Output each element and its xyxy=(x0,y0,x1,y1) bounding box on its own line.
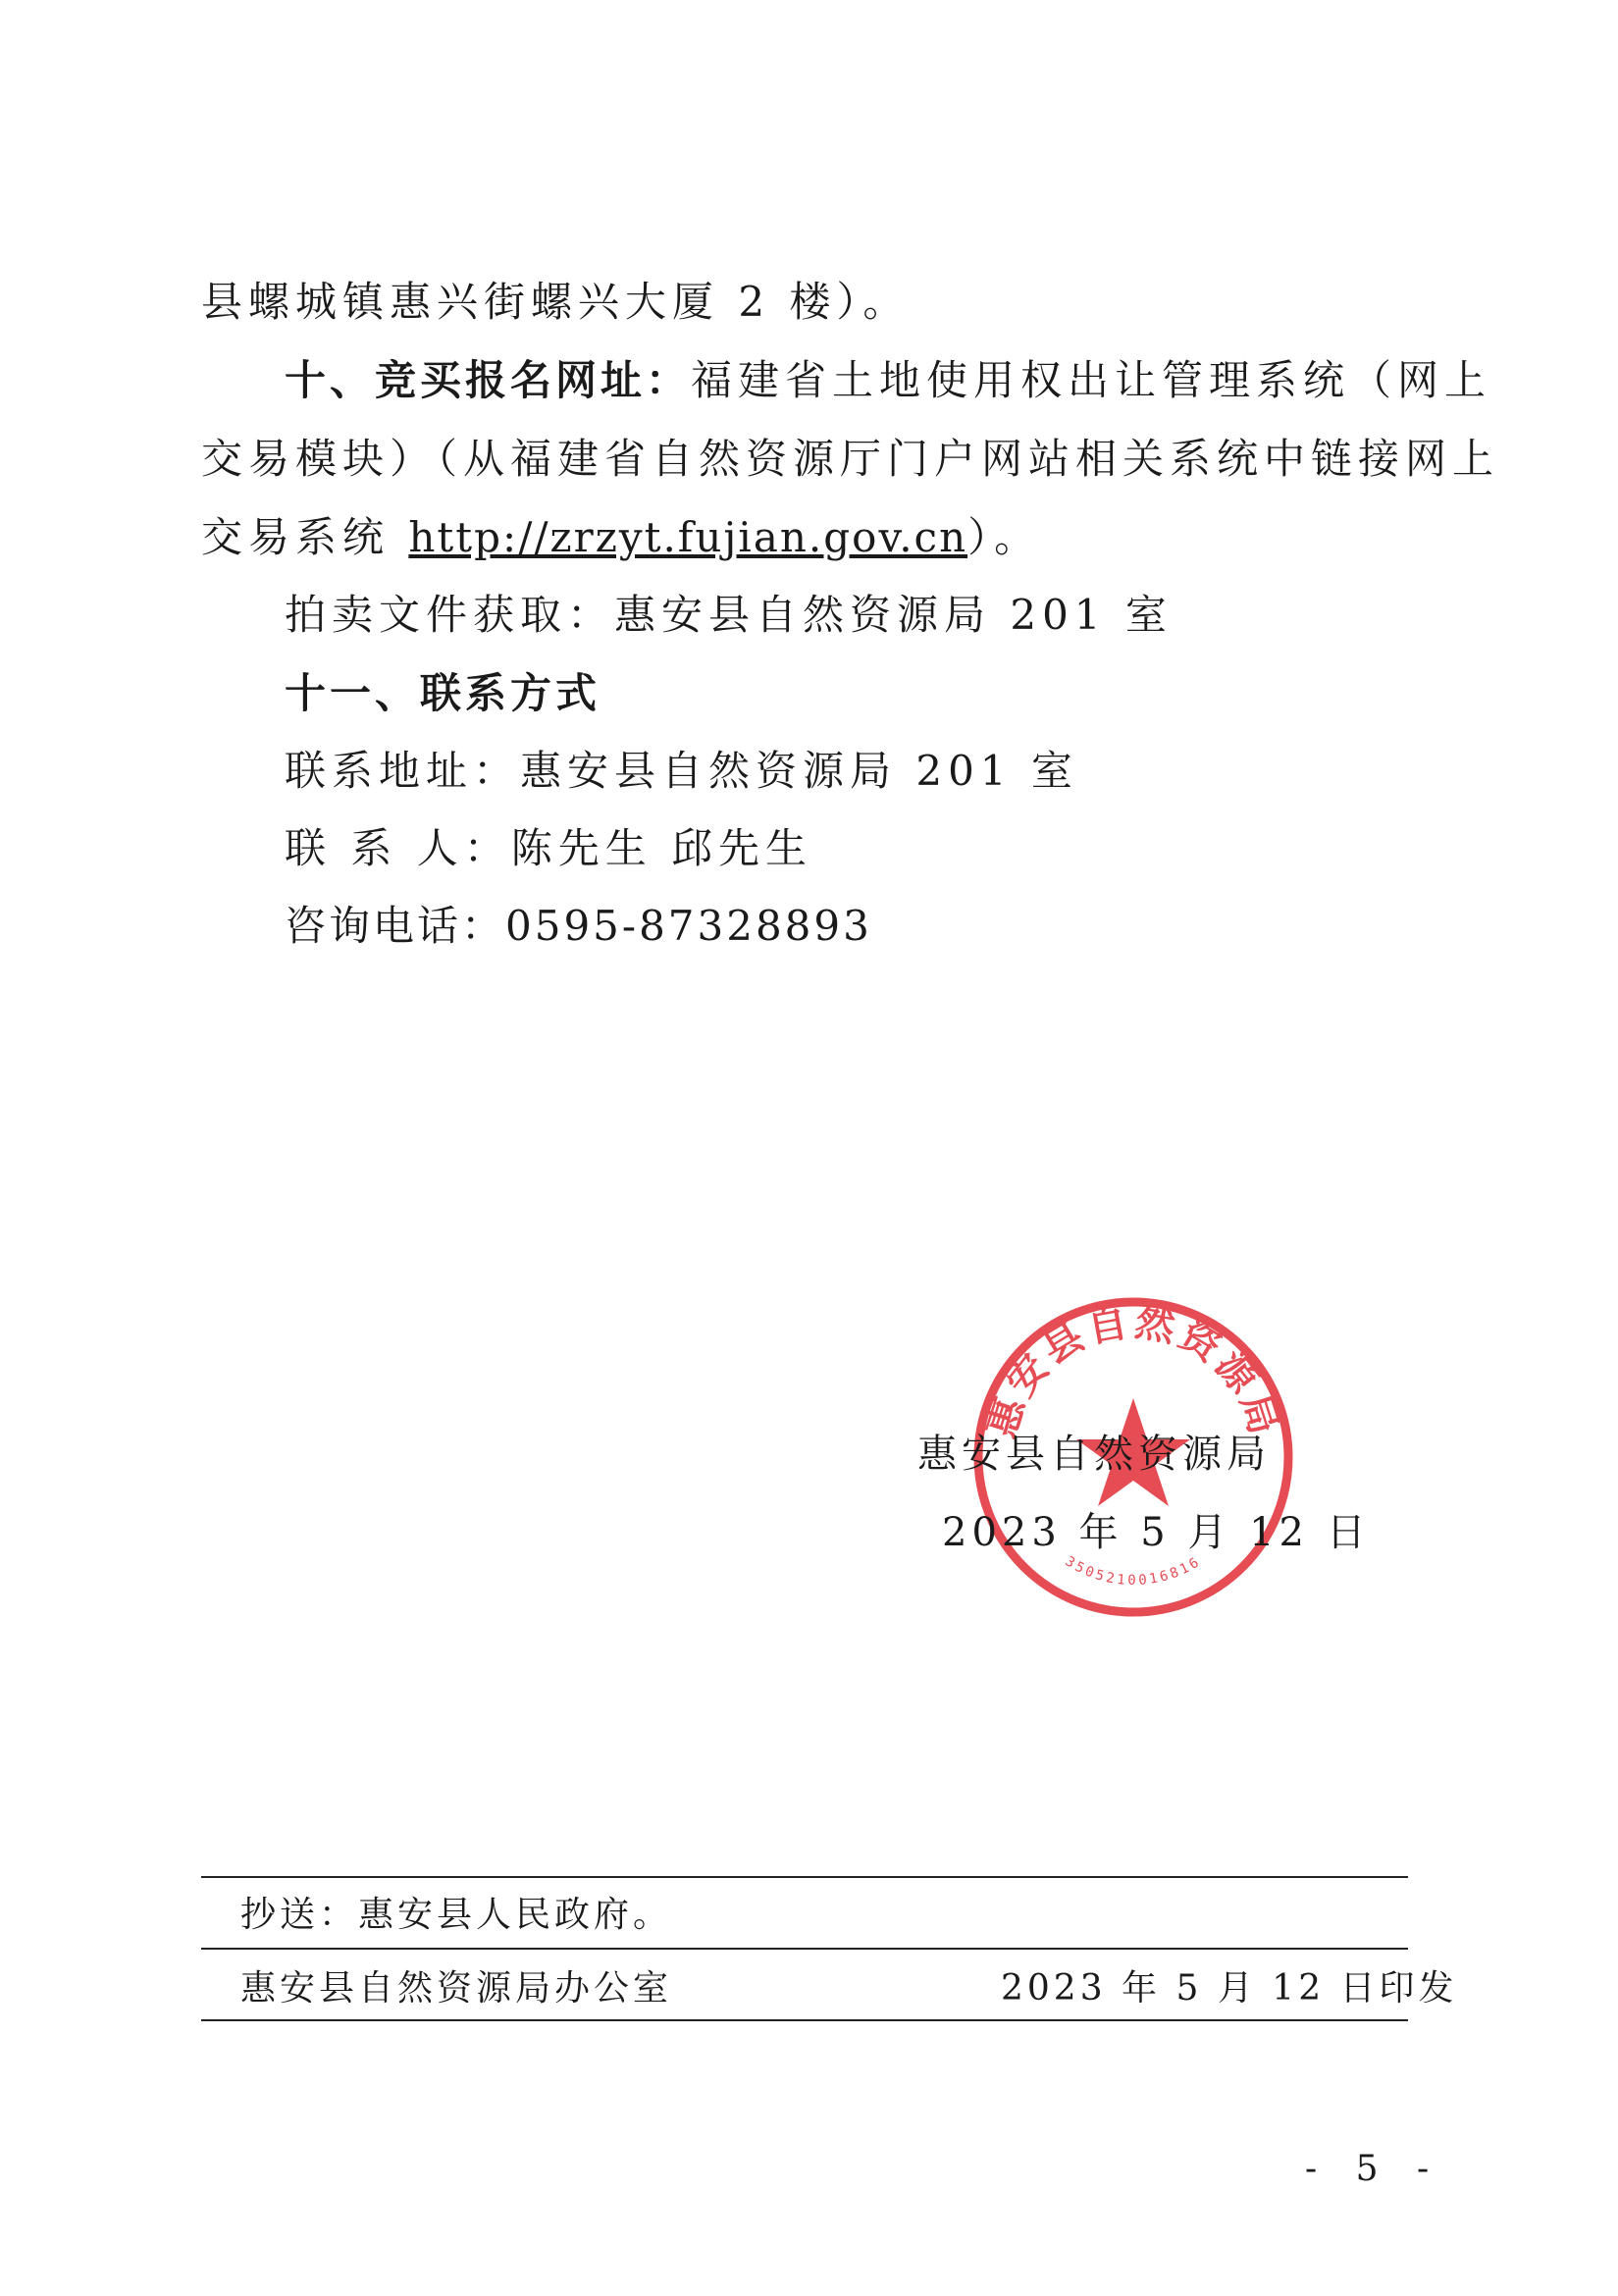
footer-divider-middle xyxy=(201,1948,1408,1950)
section-10-heading: 十、竞买报名网址： xyxy=(285,356,692,404)
signature-date: 2023 年 5 月 12 日 xyxy=(942,1510,1371,1555)
seal-org-text: 惠安县自然资源局 xyxy=(977,1298,1289,1444)
registration-url-link[interactable]: http://zrzyt.fujian.gov.cn xyxy=(408,513,968,561)
contact-address: 联系地址：惠安县自然资源局 201 室 xyxy=(285,747,1078,795)
cc-recipients: 抄送：惠安县人民政府。 xyxy=(240,1895,673,1935)
section-10-text: 福建省土地使用权出让管理系统（网上 xyxy=(691,356,1492,404)
svg-text:3505210016816 xyxy=(1063,1553,1205,1589)
seal-code-text: 3505210016816 xyxy=(1062,1553,1205,1589)
section-11-heading: 十一、联系方式 xyxy=(285,669,601,717)
contact-phone: 咨询电话：0595-87328893 xyxy=(285,902,872,950)
contact-person: 联 系 人：陈先生 邱先生 xyxy=(285,824,813,872)
section-10-line2: 交易模块）（从福建省自然资源厅门户网站相关系统中链接网上 xyxy=(201,435,1500,483)
issuing-office: 惠安县自然资源局办公室 xyxy=(240,1968,673,2009)
signature-org: 惠安县自然资源局 xyxy=(917,1432,1271,1477)
section-10-line1 xyxy=(285,351,1501,410)
footer-divider-bottom xyxy=(201,2019,1408,2021)
section-10-line3-suffix: ）。 xyxy=(967,513,1042,561)
page-number: - 5 - xyxy=(1305,2149,1443,2189)
footer-divider-top xyxy=(201,1876,1408,1878)
auction-file-line: 拍卖文件获取：惠安县自然资源局 201 室 xyxy=(285,591,1173,639)
section-10-line3 xyxy=(201,508,1418,567)
section-10-line3-prefix: 交易系统 xyxy=(201,513,409,561)
issue-date: 2023 年 5 月 12 日印发 xyxy=(1001,1968,1458,2009)
address-continuation: 县螺城镇惠兴街螺兴大厦 2 楼）。 xyxy=(201,278,911,326)
